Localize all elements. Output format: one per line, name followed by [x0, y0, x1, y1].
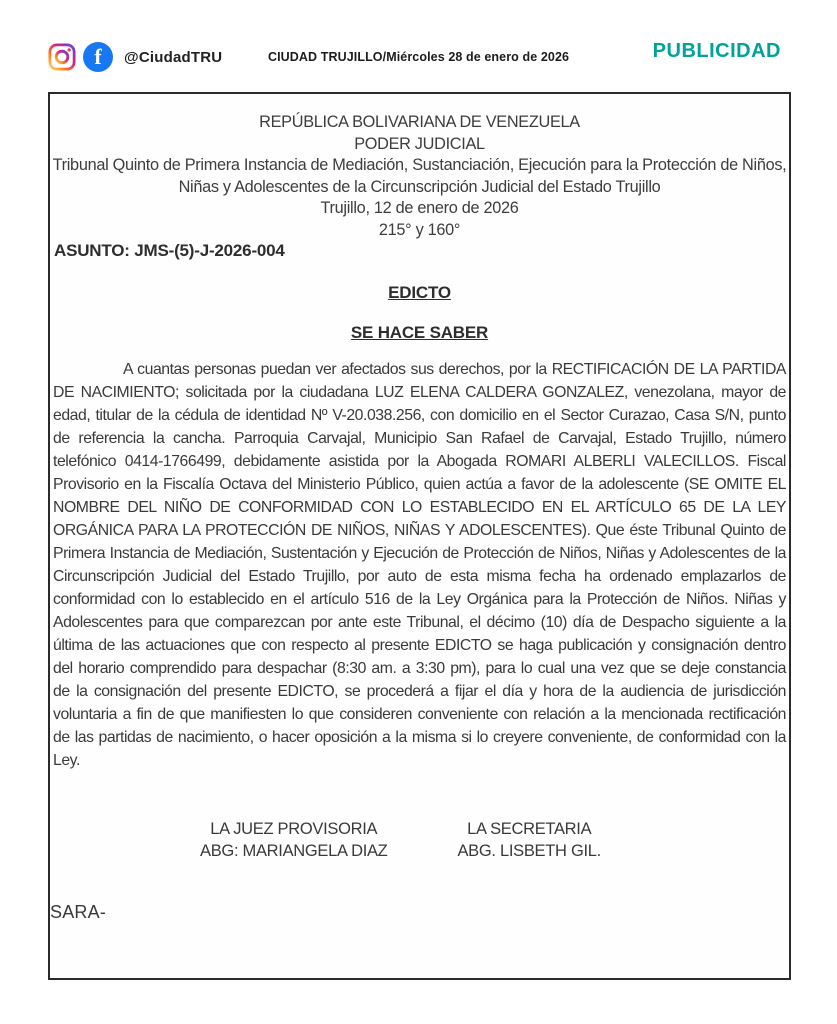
tribunal-line: Tribunal Quinto de Primera Instancia de Mediación, Sustanciación, Ejecución para la Protección de Niños, Niñas y Adolescentes de la Circunscripción Judicial del Estado Trujillo — [52, 156, 787, 196]
body-paragraph: A cuantas personas puedan ver afectados sus derechos, por la RECTIFICACIÓN DE LA PARTIDA DE NACIMIENTO; solicitada por la ciudadana LUZ ELENA CALDERA GONZALEZ, venezolana, mayor de edad, titular de la cédula de identidad Nº V-20.038.256, con domicilio en el Sector Curazao, Casa S/N, punto de referencia la cancha. Parroquia Carvajal, Municipio San Rafael de Carvajal, Estado Trujillo, número telefónico 0414-1766499, debidamente asistida por la Abogada ROMARI ALBERLI VALECILLOS. Fiscal Provisorio en la Fiscalía Octava del Ministerio Público, quien actúa a favor de la adolescente (SE OMITE EL NOMBRE DEL NIÑO DE CONFORMIDAD CON LO ESTABLECIDO EN EL ARTÍCULO 65 DE LA LEY ORGÁNICA PARA LA PROTECCIÓN DE NIÑOS, NIÑAS Y ADOLESCENTES). Que éste Tribunal Quinto de Primera Instancia de Mediación, Sustentación y Ejecución de Protección de Niños, Niñas y Adolescentes de la Circunscripción Judicial del Estado Trujillo, por auto de esta misma fecha ha ordenado emplazarlos de conformidad con lo establecido en el artículo 516 de la Ley Orgánica para la Protección de Niños. Niñas y Adolescentes para que comparezcan por ante este Tribunal, el décimo (10) día de Despacho siguiente a la última de las actuaciones que con respecto al presente EDICTO se haga publicación y consignación dentro del horario comprendido para despachar (8:30 am. a 3:30 pm), para lo cual una vez que se deje constancia de la consignación del presente EDICTO, se procederá a fijar el día y hora de la audiencia de jurisdicción voluntaria a fin de que manifiesten lo que consideren conveniente con relación a la mencionada rectificación de las partidas de nacimiento, o hacer oposición a la misma si lo creyere conveniente, de conformidad con la Ley. — [53, 361, 786, 769]
facebook-icon: f — [83, 42, 113, 72]
place-date-line: Trujillo, 12 de enero de 2026 — [320, 199, 519, 218]
signature-secretary-name: ABG. LISBETH GIL. — [457, 842, 601, 860]
masthead-dateline: CIUDAD TRUJILLO/Miércoles 28 de enero de 2026 — [267, 50, 570, 64]
social-media-block — [48, 42, 222, 72]
secretary-signature — [457, 818, 600, 862]
asunto-line: ASUNTO: JMS-(5)-J-2026-004 — [54, 241, 285, 260]
social-handle: @CiudadTRU — [124, 48, 223, 66]
signature-block — [200, 818, 749, 862]
page-header — [48, 40, 789, 76]
court-header — [52, 112, 787, 242]
anniversary-line: 215° y 160° — [378, 220, 461, 239]
judiciary-line: PODER JUDICIAL — [354, 134, 485, 153]
se-hace-saber-subtitle: SE HACE SABER — [350, 323, 489, 342]
edicto-title: EDICTO — [388, 283, 451, 302]
signature-judge-name: ABG: MARIANGELA DIAZ — [200, 842, 388, 860]
signature-judge-title: LA JUEZ PROVISORIA — [210, 820, 378, 838]
republic-line: REPÚBLICA BOLIVARIANA DE VENEZUELA — [259, 113, 580, 131]
signature-secretary-title: LA SECRETARIA — [467, 820, 592, 838]
instagram-icon — [48, 43, 76, 71]
footer-initials: SARA- — [50, 902, 107, 922]
edict-document-box — [48, 92, 791, 980]
publicidad-label: PUBLICIDAD — [652, 40, 781, 62]
judge-signature — [200, 818, 387, 862]
